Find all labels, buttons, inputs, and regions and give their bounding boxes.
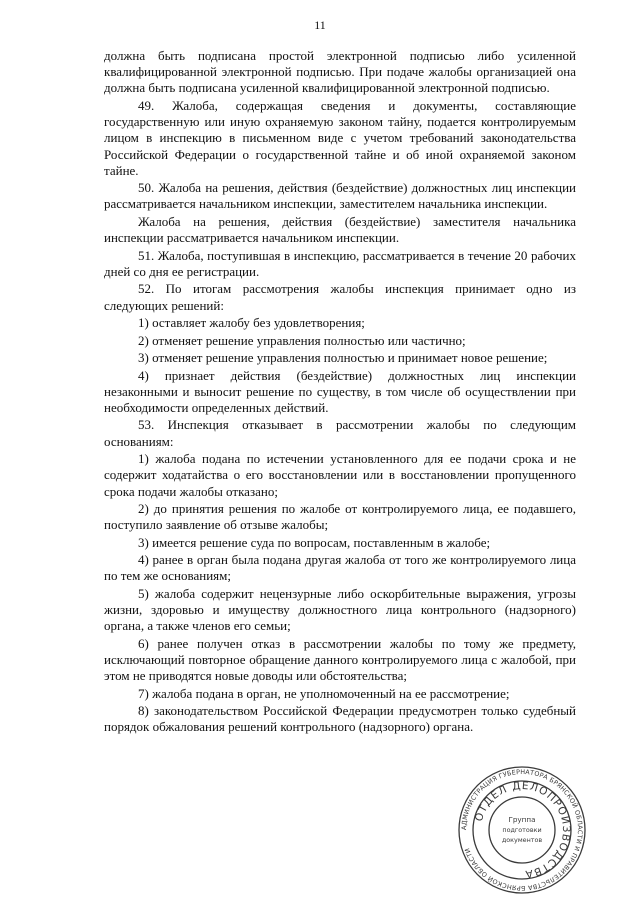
paragraph: 4) ранее в орган была подана другая жалоба от того же контролируемого лица по тем же основаниям; [104, 552, 576, 584]
paragraph: 2) отменяет решение управления полностью или частично; [138, 332, 466, 348]
paragraph: 6) ранее получен отказ в рассмотрении жалобы по тому же предмету, исключающий повторное обращение данного контролируемого лица с жалобой, при этом не приводятся новые доводы или обстоятельства; [104, 635, 576, 684]
stamp-inner-text: ОТДЕЛ ДЕЛОПРОИЗВОДСТВА [472, 779, 573, 881]
paragraph: должна быть подписана простой электронной подписью либо усиленной квалифицированной электронной подписью. При подаче жалобы организацией она должна быть подписана усиленной квалифицированной электронной подписью. [104, 48, 576, 96]
paragraph: 52. По итогам рассмотрения жалобы инспекция принимает одно из следующих решений: [104, 281, 576, 313]
paragraph: 2) до принятия решения по жалобе от контролируемого лица, ее подавшего, поступило заявление об отзыве жалобы; [104, 501, 576, 533]
paragraph: 3) имеется решение суда по вопросам, поставленным в жалобе; [138, 534, 491, 550]
paragraph: Жалоба на решения, действия (бездействие) заместителя начальника инспекции рассматривается начальником инспекции. [104, 213, 576, 246]
paragraph: 8) законодательством Российской Федерации предусмотрен только судебный порядок обжалования решений контрольного (надзорного) органа. [104, 703, 576, 735]
stamp-center-line-1: Группа [508, 815, 536, 824]
paragraph: 5) жалоба содержит нецензурные либо оскорбительные выражения, угрозы жизни, здоровью и имуществу должностного лица контрольного (надзорного) органа, а также членов его семьи; [104, 585, 576, 634]
official-stamp [456, 764, 588, 896]
paragraph: 53. Инспекция отказывает в рассмотрении жалобы по следующим основаниям: [104, 417, 576, 449]
paragraph: 4) признает действия (бездействие) должностных лиц инспекции незаконными и выносит решение по существу, в том числе об осуществлении при необходимости определенных действий. [104, 367, 576, 415]
paragraph: 1) жалоба подана по истечении установленного для ее подачи срока и не содержит ходатайства о его восстановлении или в восстановлении пропущенного срока подачи жалобы отказано; [104, 451, 576, 499]
paragraph: 7) жалоба подана в орган, не уполномоченный на ее рассмотрение; [138, 685, 510, 701]
paragraph: 50. Жалоба на решения, действия (бездействие) должностных лиц инспекции рассматривается начальником инспекции, заместителем начальника инспекции. [104, 180, 576, 212]
paragraph: 49. Жалоба, содержащая сведения и документы, составляющие государственную или иную охраняемую законом тайну, подается контролируемым лицом в инспекцию в письменном виде с учетом требований законодательства Российской Федерации о государственной тайне и об иной охраняемой законом тайне. [104, 97, 576, 178]
page-number: 11 [314, 18, 326, 32]
stamp-outer-text: АДМИНИСТРАЦИЯ ГУБЕРНАТОРА БРЯНСКОЙ ОБЛАСТИ И ПРАВИТЕЛЬСТВА БРЯНСКОЙ ОБЛАСТИ [459, 767, 585, 893]
stamp-center-line-2: подготовки [502, 826, 542, 834]
paragraph: 3) отменяет решение управления полностью и принимает новое решение; [138, 350, 548, 366]
paragraph: 51. Жалоба, поступившая в инспекцию, рассматривается в течение 20 рабочих дней со дня ее регистрации. [104, 247, 576, 279]
stamp-center-line-3: документов [501, 836, 543, 844]
paragraph: 1) оставляет жалобу без удовлетворения; [138, 315, 365, 331]
document-body [104, 48, 576, 737]
